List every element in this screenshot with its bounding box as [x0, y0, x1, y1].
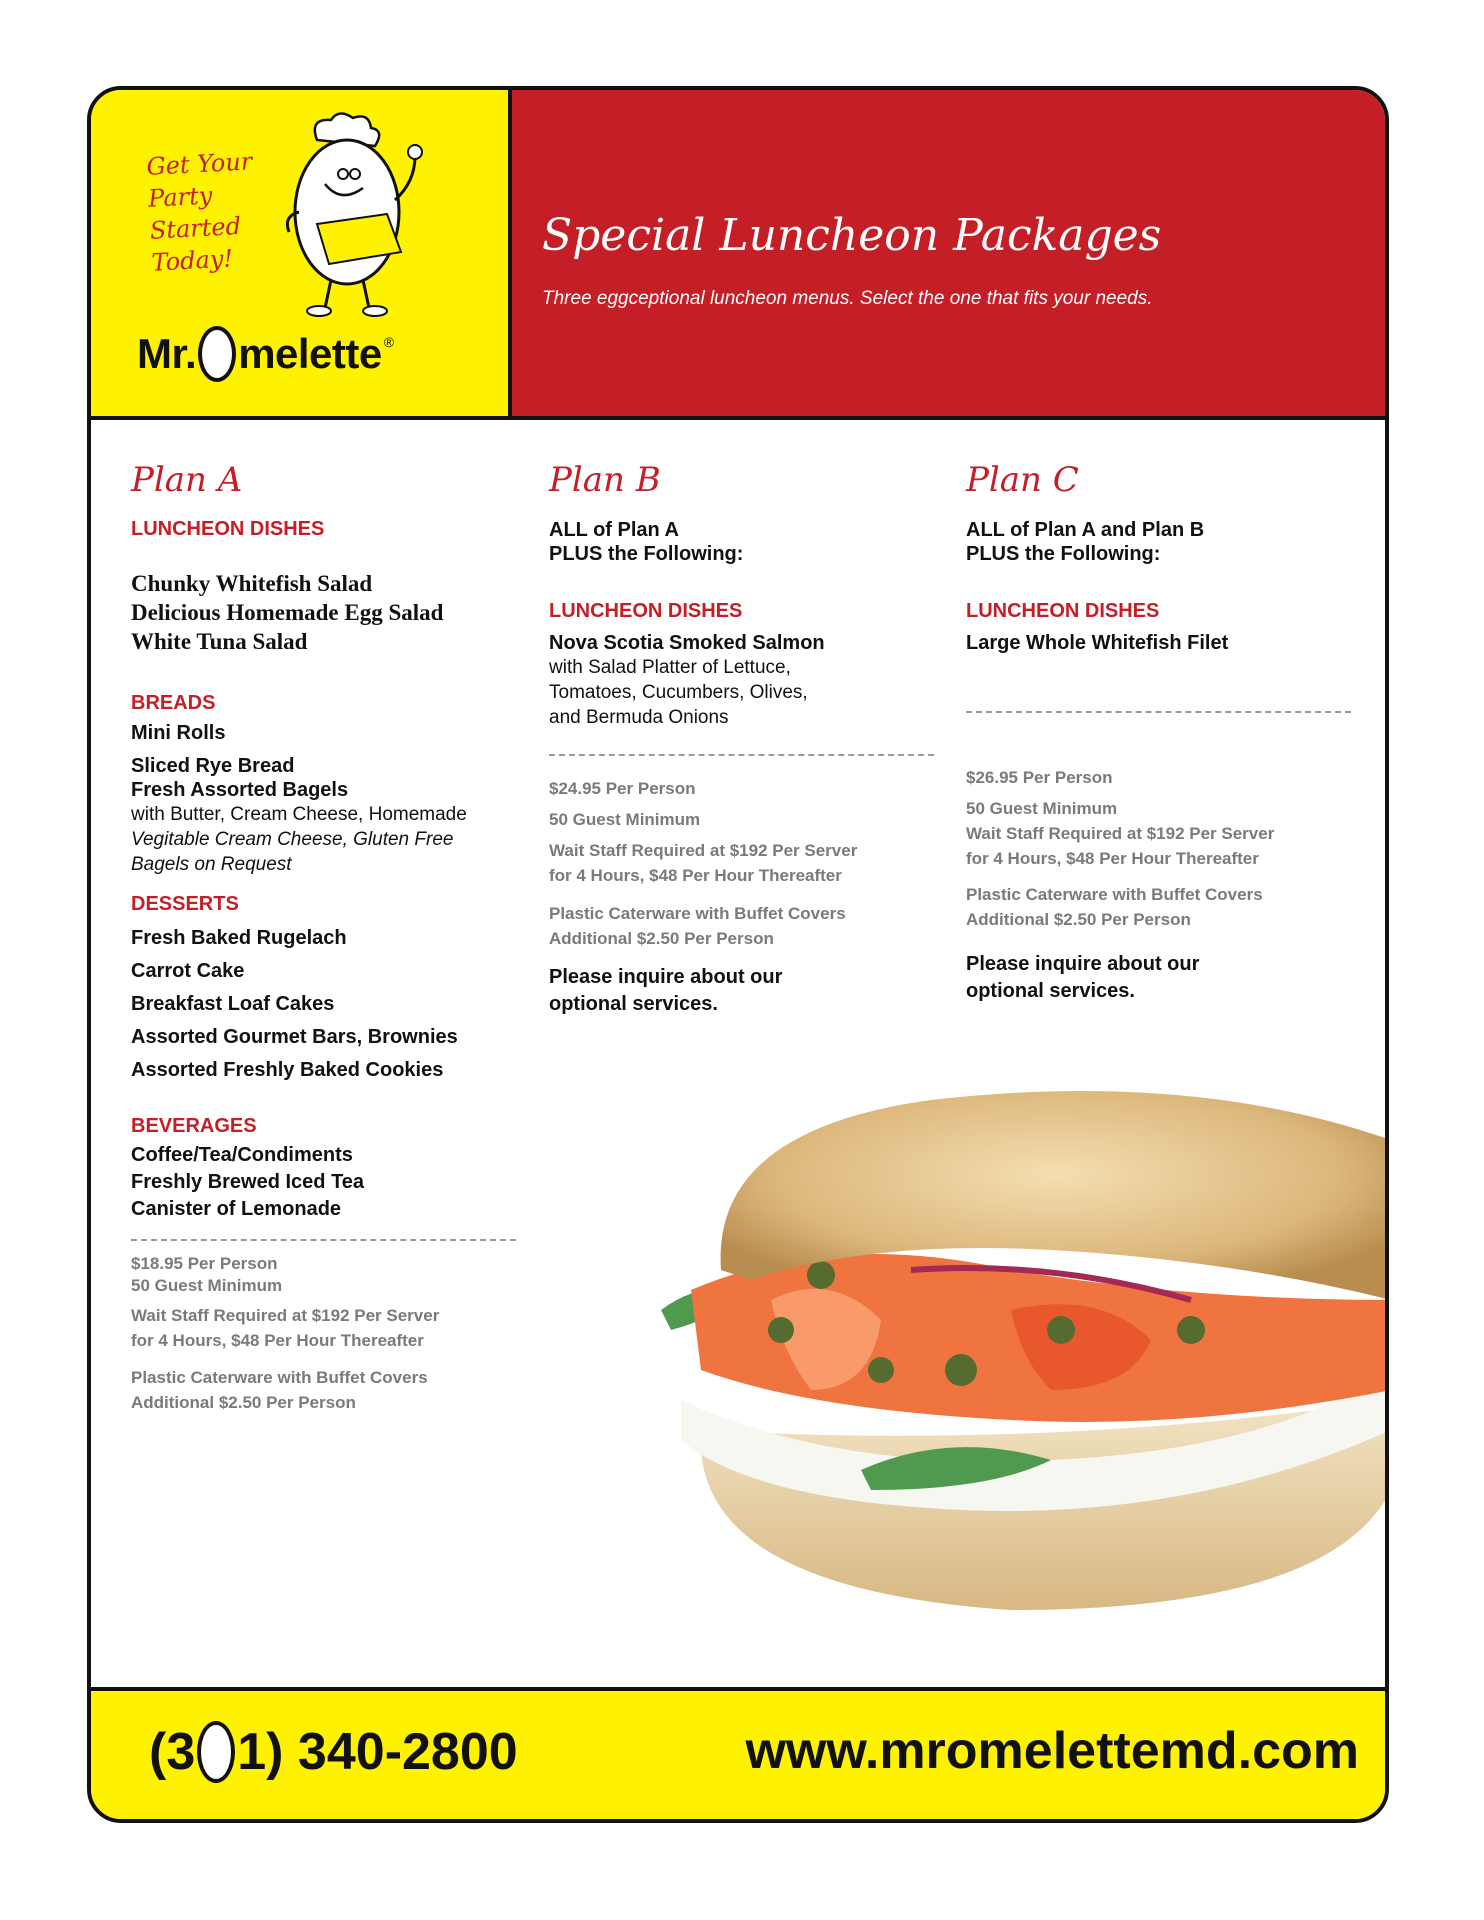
- page-title: Special Luncheon Packages: [542, 210, 1162, 261]
- page-frame: [87, 86, 1389, 1823]
- menu-item: Breakfast Loaf Cakes: [131, 993, 335, 1015]
- menu-item: Fresh Baked Rugelach: [131, 927, 347, 949]
- menu-note: with Butter, Cream Cheese, Homemade: [131, 804, 467, 825]
- inquire-note: optional services.: [549, 993, 718, 1015]
- menu-item: Assorted Gourmet Bars, Brownies: [131, 1026, 458, 1048]
- plan-a-title: Plan A: [131, 460, 243, 500]
- phone-text-left: (3: [149, 1723, 196, 1781]
- menu-item: Canister of Lemonade: [131, 1198, 342, 1220]
- section-heading: BREADS: [131, 692, 216, 714]
- staff-note: for 4 Hours, $48 Per Hour Thereafter: [131, 1331, 424, 1350]
- menu-note: Bagels on Request: [131, 854, 292, 875]
- price: $26.95 Per Person: [966, 768, 1113, 787]
- staff-note: Wait Staff Required at $192 Per Server: [131, 1306, 440, 1325]
- plan-intro: ALL of Plan A and Plan B: [966, 519, 1205, 541]
- tagline: [146, 145, 258, 278]
- menu-item: White Tuna Salad: [131, 629, 308, 654]
- egg-letter-icon: [198, 326, 236, 382]
- registered-mark: ®: [383, 334, 394, 350]
- section-heading: LUNCHEON DISHES: [131, 518, 325, 540]
- inquire-note: optional services.: [966, 980, 1135, 1002]
- tagline-line: Get Your: [145, 147, 253, 181]
- section-heading: LUNCHEON DISHES: [549, 600, 743, 622]
- guest-minimum: 50 Guest Minimum: [966, 799, 1118, 818]
- price: $24.95 Per Person: [549, 779, 696, 798]
- section-heading: DESSERTS: [131, 893, 239, 915]
- caterware-note: Plastic Caterware with Buffet Covers: [549, 904, 846, 923]
- section-heading: LUNCHEON DISHES: [966, 600, 1160, 622]
- header-panel: [512, 90, 1385, 420]
- menu-item: Coffee/Tea/Condiments: [131, 1144, 353, 1166]
- menu-note: and Bermuda Onions: [549, 707, 729, 728]
- menu-item: Mini Rolls: [131, 722, 226, 744]
- plan-c-title: Plan C: [966, 460, 1079, 500]
- plan-a-column: [131, 460, 531, 1415]
- menu-item: Large Whole Whitefish Filet: [966, 632, 1229, 654]
- caterware-note: Additional $2.50 Per Person: [966, 910, 1191, 929]
- tagline-line: Party: [147, 181, 213, 213]
- plan-intro: PLUS the Following:: [966, 543, 1161, 565]
- menu-note: with Salad Platter of Lettuce,: [549, 657, 791, 678]
- menu-item: Delicious Homemade Egg Salad: [131, 600, 444, 625]
- plan-b-column: [549, 460, 949, 1018]
- logo-panel: [91, 90, 512, 420]
- caterware-note: Additional $2.50 Per Person: [549, 929, 774, 948]
- staff-note: for 4 Hours, $48 Per Hour Thereafter: [549, 866, 842, 885]
- staff-note: for 4 Hours, $48 Per Hour Thereafter: [966, 849, 1259, 868]
- brand-logo: [137, 326, 394, 382]
- egg-mascot-icon: [269, 112, 439, 322]
- staff-note: Wait Staff Required at $192 Per Server: [966, 824, 1275, 843]
- price: $18.95 Per Person: [131, 1254, 278, 1273]
- bagel-sandwich-image: [631, 1070, 1389, 1630]
- menu-item: Freshly Brewed Iced Tea: [131, 1171, 365, 1193]
- staff-note: Wait Staff Required at $192 Per Server: [549, 841, 858, 860]
- brand-text-right: melette: [238, 330, 382, 377]
- menu-item: Nova Scotia Smoked Salmon: [549, 632, 825, 654]
- menu-note: Tomatoes, Cucumbers, Olives,: [549, 682, 808, 703]
- section-heading: BEVERAGES: [131, 1115, 257, 1137]
- menu-item: Chunky Whitefish Salad: [131, 571, 373, 596]
- caterware-note: Additional $2.50 Per Person: [131, 1393, 356, 1412]
- guest-minimum: 50 Guest Minimum: [131, 1276, 283, 1295]
- brand-text-left: Mr.: [137, 330, 197, 377]
- phone-number[interactable]: [149, 1721, 518, 1783]
- caterware-note: Plastic Caterware with Buffet Covers: [966, 885, 1263, 904]
- phone-text-right: 1) 340-2800: [237, 1723, 518, 1781]
- plan-b-title: Plan B: [549, 460, 661, 500]
- footer-bar: [91, 1687, 1385, 1819]
- page-subtitle: Three eggceptional luncheon menus. Select the one that fits your needs.: [542, 288, 1153, 309]
- egg-digit-icon: [197, 1721, 235, 1783]
- menu-item: Assorted Freshly Baked Cookies: [131, 1059, 444, 1081]
- plan-intro: ALL of Plan A: [549, 519, 679, 541]
- menu-note: Vegitable Cream Cheese, Gluten Free: [131, 829, 454, 850]
- tagline-line: Started: [149, 211, 242, 245]
- menu-item: Sliced Rye Bread: [131, 755, 295, 777]
- menu-item: Fresh Assorted Bagels: [131, 779, 349, 801]
- tagline-line: Today!: [150, 244, 234, 277]
- website-link[interactable]: www.mromelettemd.com: [745, 1722, 1359, 1780]
- guest-minimum: 50 Guest Minimum: [549, 810, 701, 829]
- plan-intro: PLUS the Following:: [549, 543, 744, 565]
- inquire-note: Please inquire about our: [549, 966, 783, 988]
- plan-c-column: [966, 460, 1366, 1005]
- menu-item: Carrot Cake: [131, 960, 245, 982]
- caterware-note: Plastic Caterware with Buffet Covers: [131, 1368, 428, 1387]
- inquire-note: Please inquire about our: [966, 953, 1200, 975]
